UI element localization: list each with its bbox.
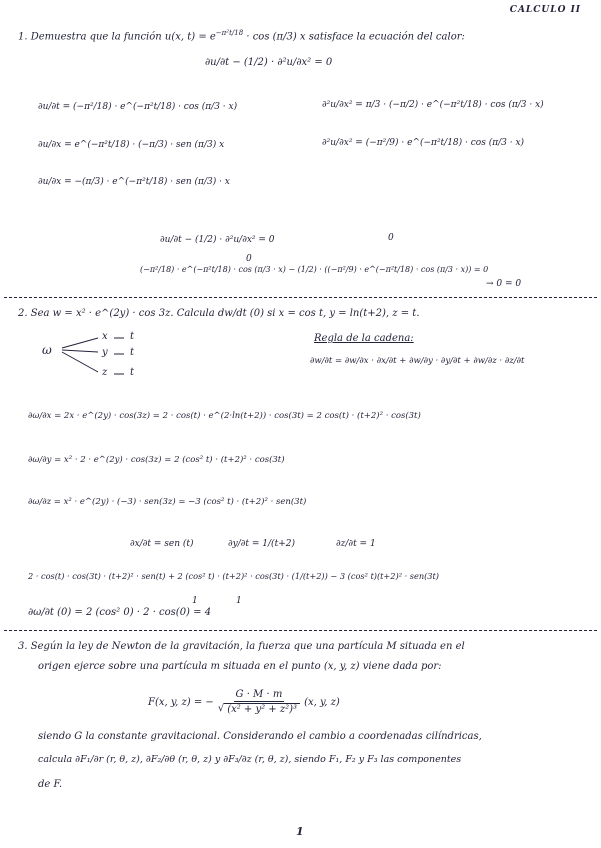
- heat-equation-substitution: (−π²/18) · e^(−π²t/18) · cos (π/3 · x) − (1/2) · ((−π²/9) · e^(−π²t/18) · cos (π/3 · x)) = 0: [140, 265, 489, 274]
- formula-numerator: G · M · m: [235, 689, 283, 700]
- separator-2: [4, 630, 597, 631]
- page-number: 1: [296, 825, 304, 838]
- problem-3-line-1: [18, 642, 465, 652]
- tree-var-z: z: [102, 367, 108, 378]
- partial-x-t: ∂x/∂t = sen (t): [130, 539, 194, 549]
- problem-3-text-1: Según la ley de Newton de la gravitación, la fuerza que una partícula M situada en el: [30, 641, 465, 652]
- chain-rule-title: Regla de la cadena:: [314, 333, 414, 344]
- problem-1-text-tail: · cos (π/3) x satisface la ecuación del calor:: [246, 31, 465, 43]
- dependency-tree-lines: [42, 332, 152, 382]
- heat-equation-result: → 0 = 0: [486, 279, 522, 289]
- problem-1-text: Demuestra que la función u(x, t) = e: [30, 31, 216, 43]
- cancel-mark-a: 0: [388, 233, 394, 243]
- gravitation-formula: [148, 690, 340, 715]
- problem-2-statement: [18, 309, 420, 319]
- problem-2-number: 2.: [18, 308, 28, 319]
- partial-z-t: ∂z/∂t = 1: [336, 539, 376, 549]
- partial-w-y: ∂ω/∂y = x² · 2 · e^(2y) · cos(3z) = 2 (cos² t) · (t+2)² · cos(3t): [28, 455, 285, 465]
- problem-1-statement: [18, 30, 465, 42]
- partial-u-t: ∂u/∂t = (−π²/18) · e^(−π²t/18) · cos (π/3 · x): [38, 102, 238, 112]
- formula-denominator: [216, 702, 302, 715]
- final-derivative: ∂ω/∂t (0) = 2 (cos² 0) · 2 · cos(0) = 4: [28, 607, 212, 618]
- problem-1-exponent: −π²t/18: [215, 29, 244, 37]
- problem-3-line-3: siendo G la constante gravitacional. Considerando el cambio a coordenadas cilíndricas,: [38, 731, 482, 742]
- partial-u-xx: ∂²u/∂x² = π/3 · (−π/2) · e^(−π²t/18) · cos (π/3 · x): [322, 100, 544, 110]
- dependency-tree: [42, 332, 152, 382]
- partial-y-t: ∂y/∂t = 1/(t+2): [228, 539, 295, 549]
- partial-w-z: ∂ω/∂z = x² · e^(2y) · (−3) · sen(3z) = −3 (cos² t) · (t+2)² · sen(3t): [28, 497, 307, 507]
- formula-rhs: (x, y, z): [304, 696, 340, 708]
- tree-root: ω: [42, 343, 52, 357]
- tree-leaf-2: t: [130, 347, 135, 358]
- problem-3-line-5: de F.: [38, 779, 63, 790]
- problem-3-number: 3.: [18, 641, 28, 652]
- cancel-mark-c: 1: [192, 596, 198, 606]
- heat-equation: ∂u/∂t − (1/2) · ∂²u/∂x² = 0: [205, 57, 333, 68]
- chain-rule-formula: ∂w/∂t = ∂w/∂x · ∂x/∂t + ∂w/∂y · ∂y/∂t + ∂w/∂z · ∂z/∂t: [310, 356, 525, 366]
- tree-var-x: x: [102, 331, 108, 342]
- partial-u-xx-simplified: ∂²u/∂x² = (−π²/9) · e^(−π²t/18) · cos (π/3 · x): [322, 138, 525, 148]
- problem-1-number: 1.: [18, 31, 28, 43]
- course-title: CALCULO II: [509, 5, 581, 15]
- partial-u-x: ∂u/∂x = e^(−π²t/18) · (−π/3) · sen (π/3) x: [38, 140, 225, 150]
- tree-leaf-1: t: [130, 331, 135, 342]
- chain-rule-sum: 2 · cos(t) · cos(3t) · (t+2)² · sen(t) + 2 (cos² t) · (t+2)² · cos(3t) · (1/(t+2)) − 3 (cos² t)(t+2)² · sen(3t): [28, 571, 439, 581]
- cancel-mark-b: 0: [246, 254, 252, 264]
- formula-radicand: (x² + y² + z²)³: [224, 703, 300, 715]
- heat-equation-check: ∂u/∂t − (1/2) · ∂²u/∂x² = 0: [160, 235, 275, 245]
- tree-leaf-3: t: [130, 367, 135, 378]
- sqrt-sign: √: [217, 703, 225, 714]
- separator-1: [4, 297, 597, 298]
- problem-3-line-4: calcula ∂F₁/∂r (r, θ, z), ∂F₂/∂θ (r, θ, z) y ∂F₃/∂z (r, θ, z), siendo F₁, F₂ y F₃ las componentes: [38, 754, 462, 765]
- formula-fraction: [216, 690, 302, 715]
- partial-w-x: ∂ω/∂x = 2x · e^(2y) · cos(3z) = 2 · cos(t) · e^(2·ln(t+2)) · cos(3t) = 2 cos(t) · (t+2)² · cos(3t): [28, 411, 421, 421]
- cancel-mark-d: 1: [236, 596, 242, 606]
- formula-lhs: F(x, y, z) = −: [148, 696, 214, 708]
- problem-2-text: Sea w = x² · e^(2y) · cos 3z. Calcula dw/dt (0) si x = cos t, y = ln(t+2), z = t.: [30, 308, 420, 319]
- partial-u-x-simplified: ∂u/∂x = −(π/3) · e^(−π²t/18) · sen (π/3) · x: [38, 177, 230, 187]
- tree-var-y: y: [102, 347, 108, 358]
- problem-3-line-2: origen ejerce sobre una partícula m situada en el punto (x, y, z) viene dada por:: [38, 661, 442, 672]
